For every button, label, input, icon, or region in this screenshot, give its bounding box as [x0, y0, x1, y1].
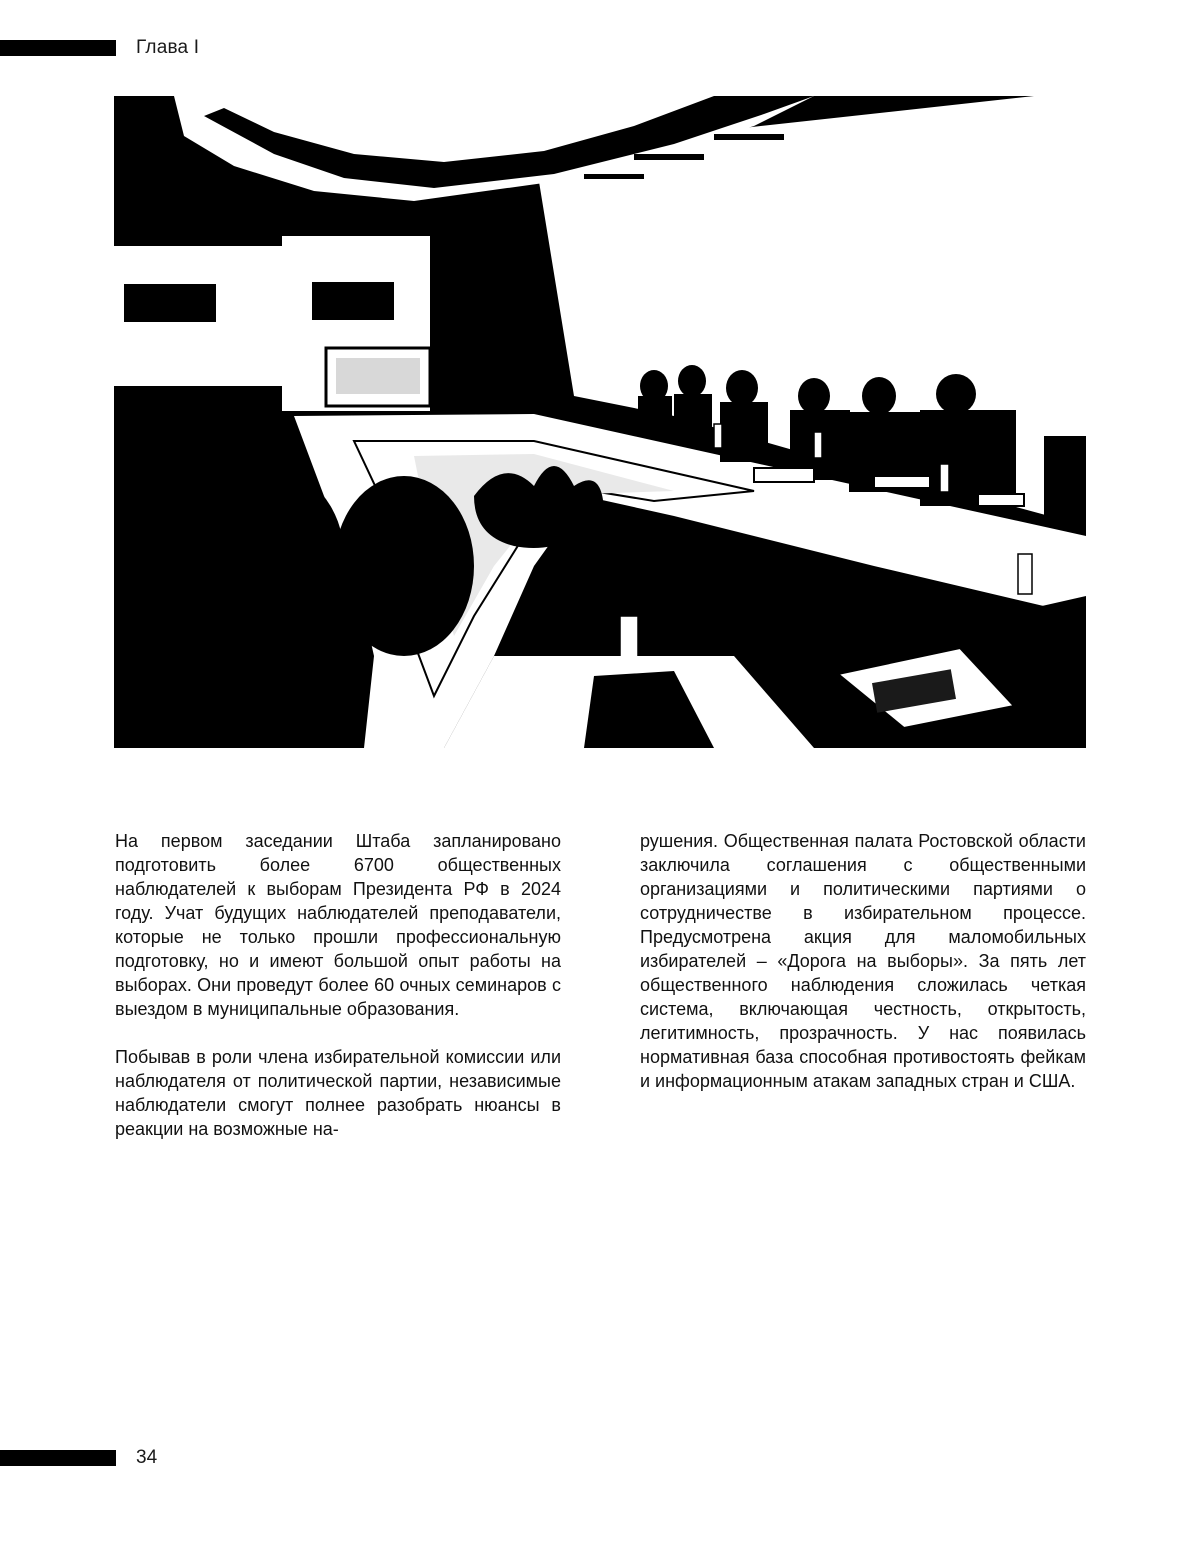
text-column-right	[640, 829, 1086, 1117]
paragraph: На первом заседании Штаба запланировано подготовить более 6700 общественных наблюдателей к выборам Президента РФ в 2024 году. Учат будущих наблюдателей преподаватели, которые не только прошли профессиональную подготовку, но и имеют большой опыт работы на выборах. Они проведут более 60 очных семинаров с выездом в муниципальные образования.	[115, 831, 561, 1019]
conference-photo-graphic	[114, 96, 1086, 748]
chapter-marker-bar	[0, 40, 116, 56]
paragraph: рушения. Общественная палата Ростовской области заключила соглашения с общественными организациями и политическими партиями о сотрудничестве в избирательном процессе. Предусмотрена акция для маломобильных избирателей – «Дорога на выборы». За пять лет общественного наблюдения сложилась четкая система, включающая честность, открытость, легитимность, прозрачность. У нас появилась нормативная база способная противостоять фейкам и информационным атакам западных стран и США.	[640, 831, 1086, 1091]
page-marker-bar	[0, 1450, 116, 1466]
chapter-label: Глава I	[136, 37, 200, 58]
conference-photo	[114, 96, 1086, 748]
page-number: 34	[136, 1447, 158, 1468]
text-column-left	[115, 829, 561, 1165]
paragraph: Побывав в роли члена избирательной комиссии или наблюдателя от политической партии, независимые наблюдатели смогут полнее разобрать нюансы в реакции на возможные на-	[115, 1047, 561, 1139]
